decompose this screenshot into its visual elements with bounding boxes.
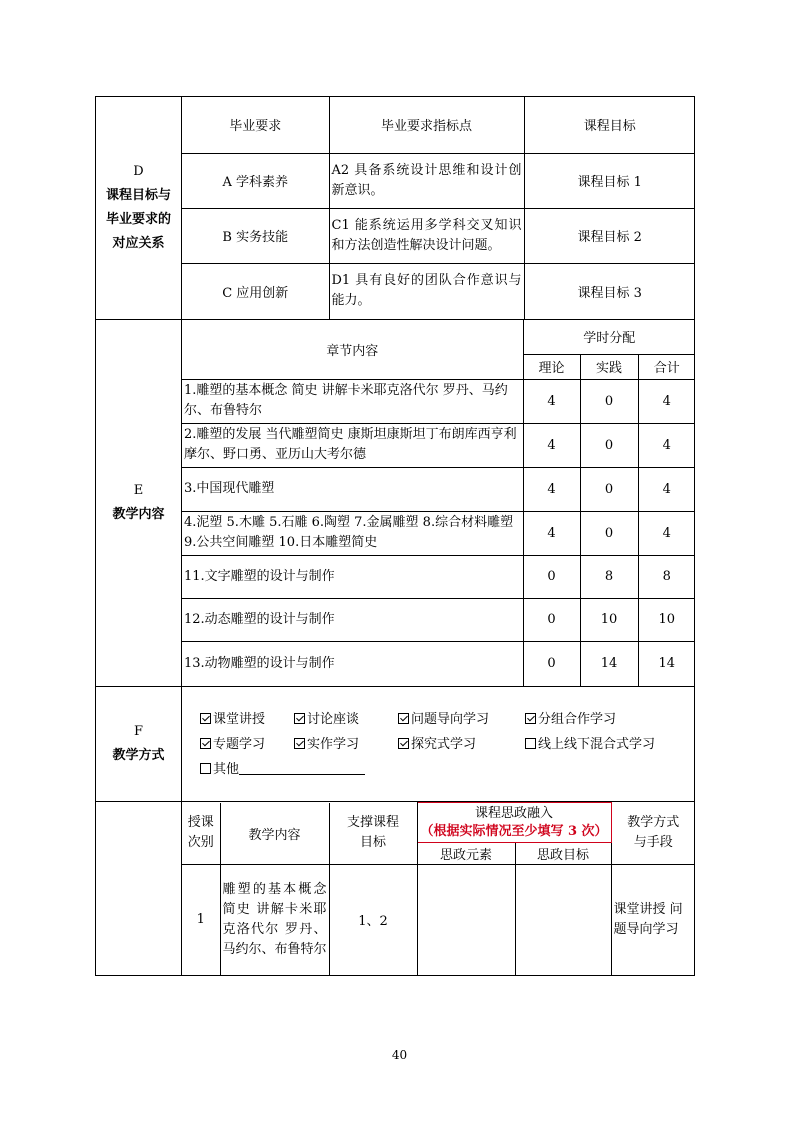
practice-hours: 0	[580, 467, 638, 511]
table-row	[182, 467, 695, 511]
chapter-content: 12.动态雕塑的设计与制作	[182, 598, 523, 641]
checkbox-checked-icon[interactable]	[200, 738, 211, 749]
chapter-content: 4.泥塑 5.木雕 5.石雕 6.陶塑 7.金属雕塑 8.综合材料雕塑 9.公共空间雕塑 10.日本雕塑简史	[182, 511, 523, 555]
table-row	[182, 263, 695, 319]
section-d-table	[182, 97, 695, 319]
checkbox-unchecked-icon[interactable]	[525, 738, 536, 749]
checkbox-unchecked-icon[interactable]	[200, 763, 211, 774]
theory-hours: 4	[523, 511, 580, 555]
section-e-title: 教学内容	[112, 507, 165, 522]
table-row	[182, 598, 695, 641]
course-goal: 课程目标 1	[524, 153, 695, 208]
total-hours: 10	[638, 598, 695, 641]
method-option[interactable]	[525, 707, 616, 732]
method-option[interactable]	[294, 732, 398, 757]
header-practice: 实践	[580, 354, 638, 379]
total-hours: 4	[638, 423, 695, 467]
section-e-label	[96, 320, 182, 687]
section-d-title: 课程目标与毕业要求的对应关系	[105, 188, 171, 251]
table-row	[182, 153, 695, 208]
header-chapter-content: 章节内容	[182, 320, 523, 379]
method-label: 探究式学习	[411, 737, 477, 752]
section-d-letter: D	[133, 164, 144, 179]
header-ideology-goal: 思政目标	[515, 843, 611, 865]
chapter-content: 13.动物雕塑的设计与制作	[182, 641, 523, 686]
section-d-row	[96, 97, 695, 320]
theory-hours: 0	[523, 555, 580, 598]
section-f-letter: F	[133, 724, 144, 739]
methods-row	[200, 707, 694, 732]
session-number: 1	[182, 865, 220, 975]
graduation-req: A 学科素养	[182, 153, 329, 208]
theory-hours: 0	[523, 598, 580, 641]
header-theory: 理论	[523, 354, 580, 379]
course-goal: 课程目标 3	[524, 263, 695, 319]
table-row	[182, 641, 695, 686]
ideology-title: 课程思政融入	[475, 805, 554, 821]
checkbox-checked-icon[interactable]	[294, 713, 305, 724]
section-e-letter: E	[133, 483, 144, 498]
header-hours: 学时分配	[523, 320, 695, 354]
section-d-label	[96, 97, 182, 320]
total-hours: 8	[638, 555, 695, 598]
method-option[interactable]	[200, 707, 294, 732]
practice-hours: 10	[580, 598, 638, 641]
syllabus-table	[95, 96, 695, 976]
ideology-note: （根据实际情况至少填写 3 次）	[420, 823, 608, 839]
section-g-label	[96, 802, 182, 976]
chapter-content: 3.中国现代雕塑	[182, 467, 523, 511]
theory-hours: 4	[523, 467, 580, 511]
graduation-req: B 实务技能	[182, 208, 329, 263]
section-f-row	[96, 687, 695, 802]
table-row	[182, 555, 695, 598]
header-method: 教学方式与手段	[611, 803, 695, 865]
method-option-other[interactable]	[200, 757, 365, 782]
practice-hours: 0	[580, 511, 638, 555]
method-label: 专题学习	[213, 737, 266, 752]
method-option[interactable]	[294, 707, 398, 732]
header-graduation-req: 毕业要求	[182, 97, 329, 153]
chapter-content: 11.文字雕塑的设计与制作	[182, 555, 523, 598]
graduation-req: C 应用创新	[182, 263, 329, 319]
method-option[interactable]	[200, 732, 294, 757]
theory-hours: 0	[523, 641, 580, 686]
method-label: 分组合作学习	[538, 712, 617, 727]
course-goal: 课程目标 2	[524, 208, 695, 263]
indicator-point: D1 具有良好的团队合作意识与能力。	[329, 263, 524, 319]
checkbox-checked-icon[interactable]	[525, 713, 536, 724]
indicator-point: A2 具备系统设计思维和设计创新意识。	[329, 153, 524, 208]
total-hours: 14	[638, 641, 695, 686]
session-goal: 1、2	[329, 865, 417, 975]
checkbox-checked-icon[interactable]	[398, 738, 409, 749]
practice-hours: 14	[580, 641, 638, 686]
method-label: 线上线下混合式学习	[538, 737, 656, 752]
section-e-row	[96, 320, 695, 687]
section-g-row	[96, 802, 695, 976]
methods-row	[200, 757, 694, 782]
practice-hours: 0	[580, 379, 638, 423]
session-content: 雕塑的基本概念 简史 讲解卡米耶克洛代尔 罗丹、马约尔、布鲁特尔	[220, 865, 329, 975]
method-label: 课堂讲授	[213, 712, 266, 727]
table-row	[182, 379, 695, 423]
table-row	[182, 865, 695, 975]
total-hours: 4	[638, 467, 695, 511]
methods-row	[200, 732, 694, 757]
page-number: 40	[391, 1048, 408, 1062]
indicator-point: C1 能系统运用多学科交叉知识和方法创造性解决设计问题。	[329, 208, 524, 263]
table-row	[182, 423, 695, 467]
teaching-methods	[182, 687, 694, 783]
other-blank-field[interactable]	[239, 760, 365, 775]
session-ideology-elements[interactable]	[417, 865, 515, 975]
method-label: 实作学习	[307, 737, 360, 752]
section-f-title: 教学方式	[112, 748, 165, 763]
chapter-content: 2.雕塑的发展 当代雕塑简史 康斯坦康斯坦丁布朗库西亨利摩尔、野口勇、亚历山大考尔德	[182, 423, 523, 467]
method-option[interactable]	[398, 707, 525, 732]
table-row	[182, 208, 695, 263]
total-hours: 4	[638, 511, 695, 555]
practice-hours: 0	[580, 423, 638, 467]
chapter-content: 1.雕塑的基本概念 简史 讲解卡米耶克洛代尔 罗丹、马约尔、布鲁特尔	[182, 379, 523, 423]
header-teaching-content: 教学内容	[220, 803, 329, 865]
header-ideology-elements: 思政元素	[417, 843, 515, 865]
header-session: 授课次别	[182, 803, 220, 865]
session-method: 课堂讲授 问题导向学习	[611, 865, 695, 975]
theory-hours: 4	[523, 423, 580, 467]
practice-hours: 8	[580, 555, 638, 598]
theory-hours: 4	[523, 379, 580, 423]
checkbox-checked-icon[interactable]	[200, 713, 211, 724]
section-g-table	[182, 802, 695, 975]
checkbox-checked-icon[interactable]	[294, 738, 305, 749]
total-hours: 4	[638, 379, 695, 423]
method-option[interactable]	[525, 732, 655, 757]
header-total: 合计	[638, 354, 695, 379]
checkbox-checked-icon[interactable]	[398, 713, 409, 724]
method-label: 其他	[213, 762, 240, 777]
header-course-goal: 课程目标	[524, 97, 695, 153]
session-ideology-goal[interactable]	[515, 865, 611, 975]
header-ideology	[417, 803, 611, 843]
section-f-label	[96, 687, 182, 802]
section-e-table	[182, 320, 695, 686]
method-label: 问题导向学习	[411, 712, 490, 727]
method-option[interactable]	[398, 732, 525, 757]
method-label: 讨论座谈	[307, 712, 360, 727]
header-indicator: 毕业要求指标点	[329, 97, 524, 153]
header-support-goal: 支撑课程目标	[329, 803, 417, 865]
table-row	[182, 511, 695, 555]
